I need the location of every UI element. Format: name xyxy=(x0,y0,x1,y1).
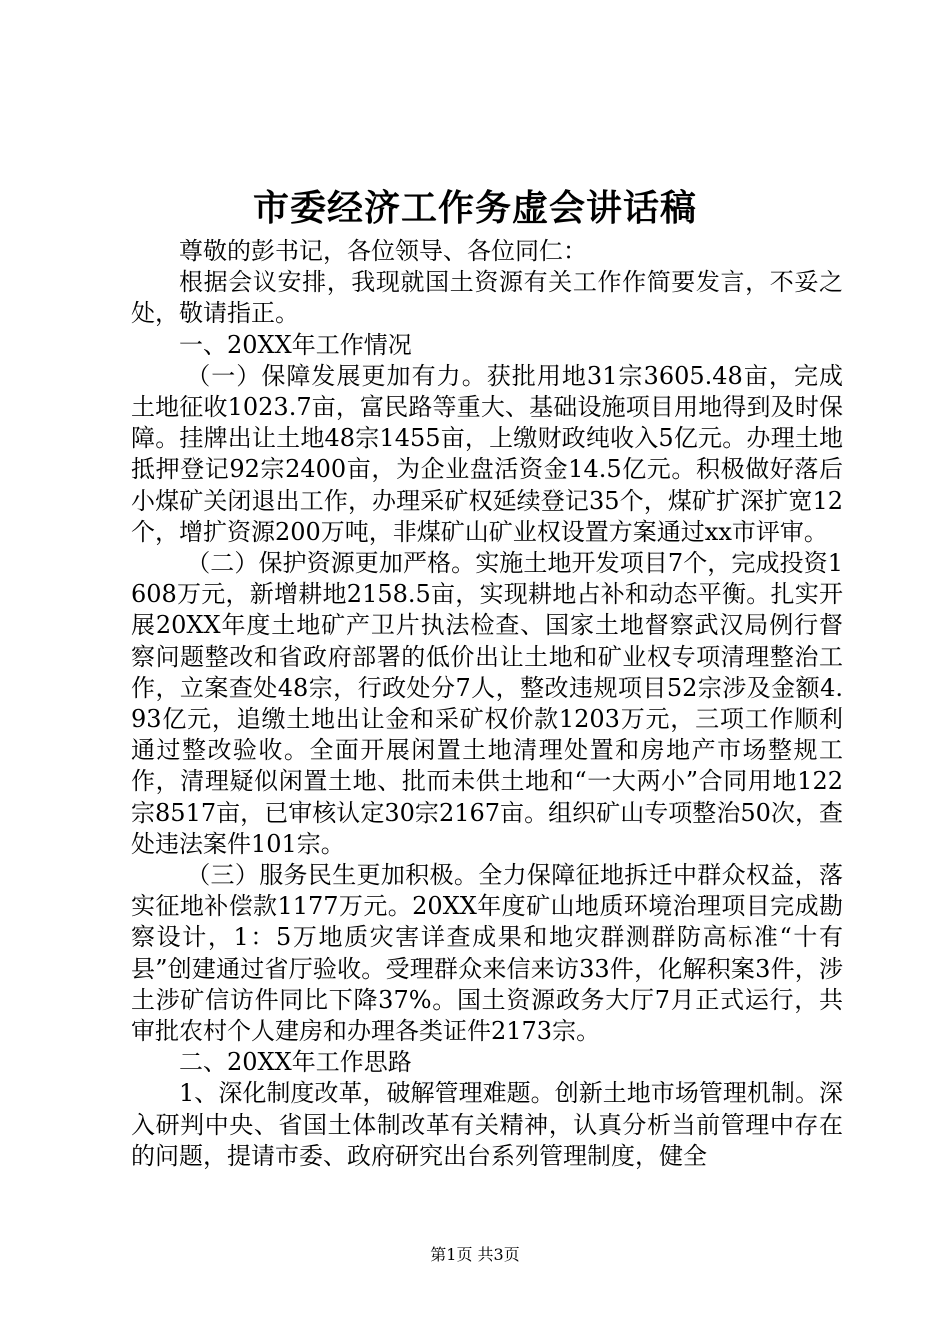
subsection-paragraph-3: （三）服务民生更加积极。全力保障征地拆迁中群众权益，落实征地补偿款1177万元。20XX年度矿山地质环境治理项目完成勘察设计，1：5万地质灾害详查成果和地灾群测群防高标准“十有县”创建通过省厅验收。受理群众来信来访33件，化解积案3件，涉土涉矿信访件同比下降37%。国土资源政务大厅7月正式运行，共审批农村个人建房和办理各类证件2173宗。 xyxy=(131,861,843,1046)
body-paragraph-reform: 1、深化制度改革，破解管理难题。创新土地市场管理机制。深入研判中央、省国土体制改革有关精神，认真分析当前管理中存在的问题，提请市委、政府研究出台系列管理制度，健全 xyxy=(131,1079,843,1170)
subsection-paragraph-1: （一）保障发展更加有力。获批用地31宗3605.48亩，完成土地征收1023.7亩，富民路等重大、基础设施项目用地得到及时保障。挂牌出让土地48宗1455亩，上缴财政纯收入5亿元。办理土地抵押登记92宗2400亩，为企业盘活资金14.5亿元。积极做好落后小煤矿关闭退出工作，办理采矿权延续登记35个，煤矿扩深扩宽12个，增扩资源200万吨，非煤矿山矿业权设置方案通过xx市评审。 xyxy=(131,361,843,546)
page-number-footer: 第1页 共3页 xyxy=(430,1245,520,1264)
intro-paragraph: 根据会议安排，我现就国土资源有关工作作简要发言，不妥之处，敬请指正。 xyxy=(131,268,843,328)
document-body xyxy=(131,236,843,1172)
document-title: 市委经济工作务虚会讲话稿 xyxy=(252,187,697,229)
subsection-paragraph-2: （二）保护资源更加严格。实施土地开发项目7个，完成投资1608万元，新增耕地2158.5亩，实现耕地占补和动态平衡。扎实开展20XX年度土地矿产卫片执法检查、国家土地督察武汉局例行督察问题整改和省政府部署的低价出让土地和矿业权专项清理整治工作，立案查处48宗，行政处分7人，整改违规项目52宗涉及金额4.93亿元，追缴土地出让金和采矿权价款1203万元，三项工作顺利通过整改验收。全面开展闲置土地清理处置和房地产市场整规工作，清理疑似闲置土地、批而未供土地和“一大两小”合同用地122宗8517亩，已审核认定30宗2167亩。组织矿山专项整治50次，查处违法案件101宗。 xyxy=(131,549,843,858)
section-heading-1: 一、20XX年工作情况 xyxy=(179,330,412,359)
salutation-paragraph: 尊敬的彭书记，各位领导、各位同仁： xyxy=(179,237,587,265)
section-heading-2: 二、20XX年工作思路 xyxy=(179,1048,412,1077)
